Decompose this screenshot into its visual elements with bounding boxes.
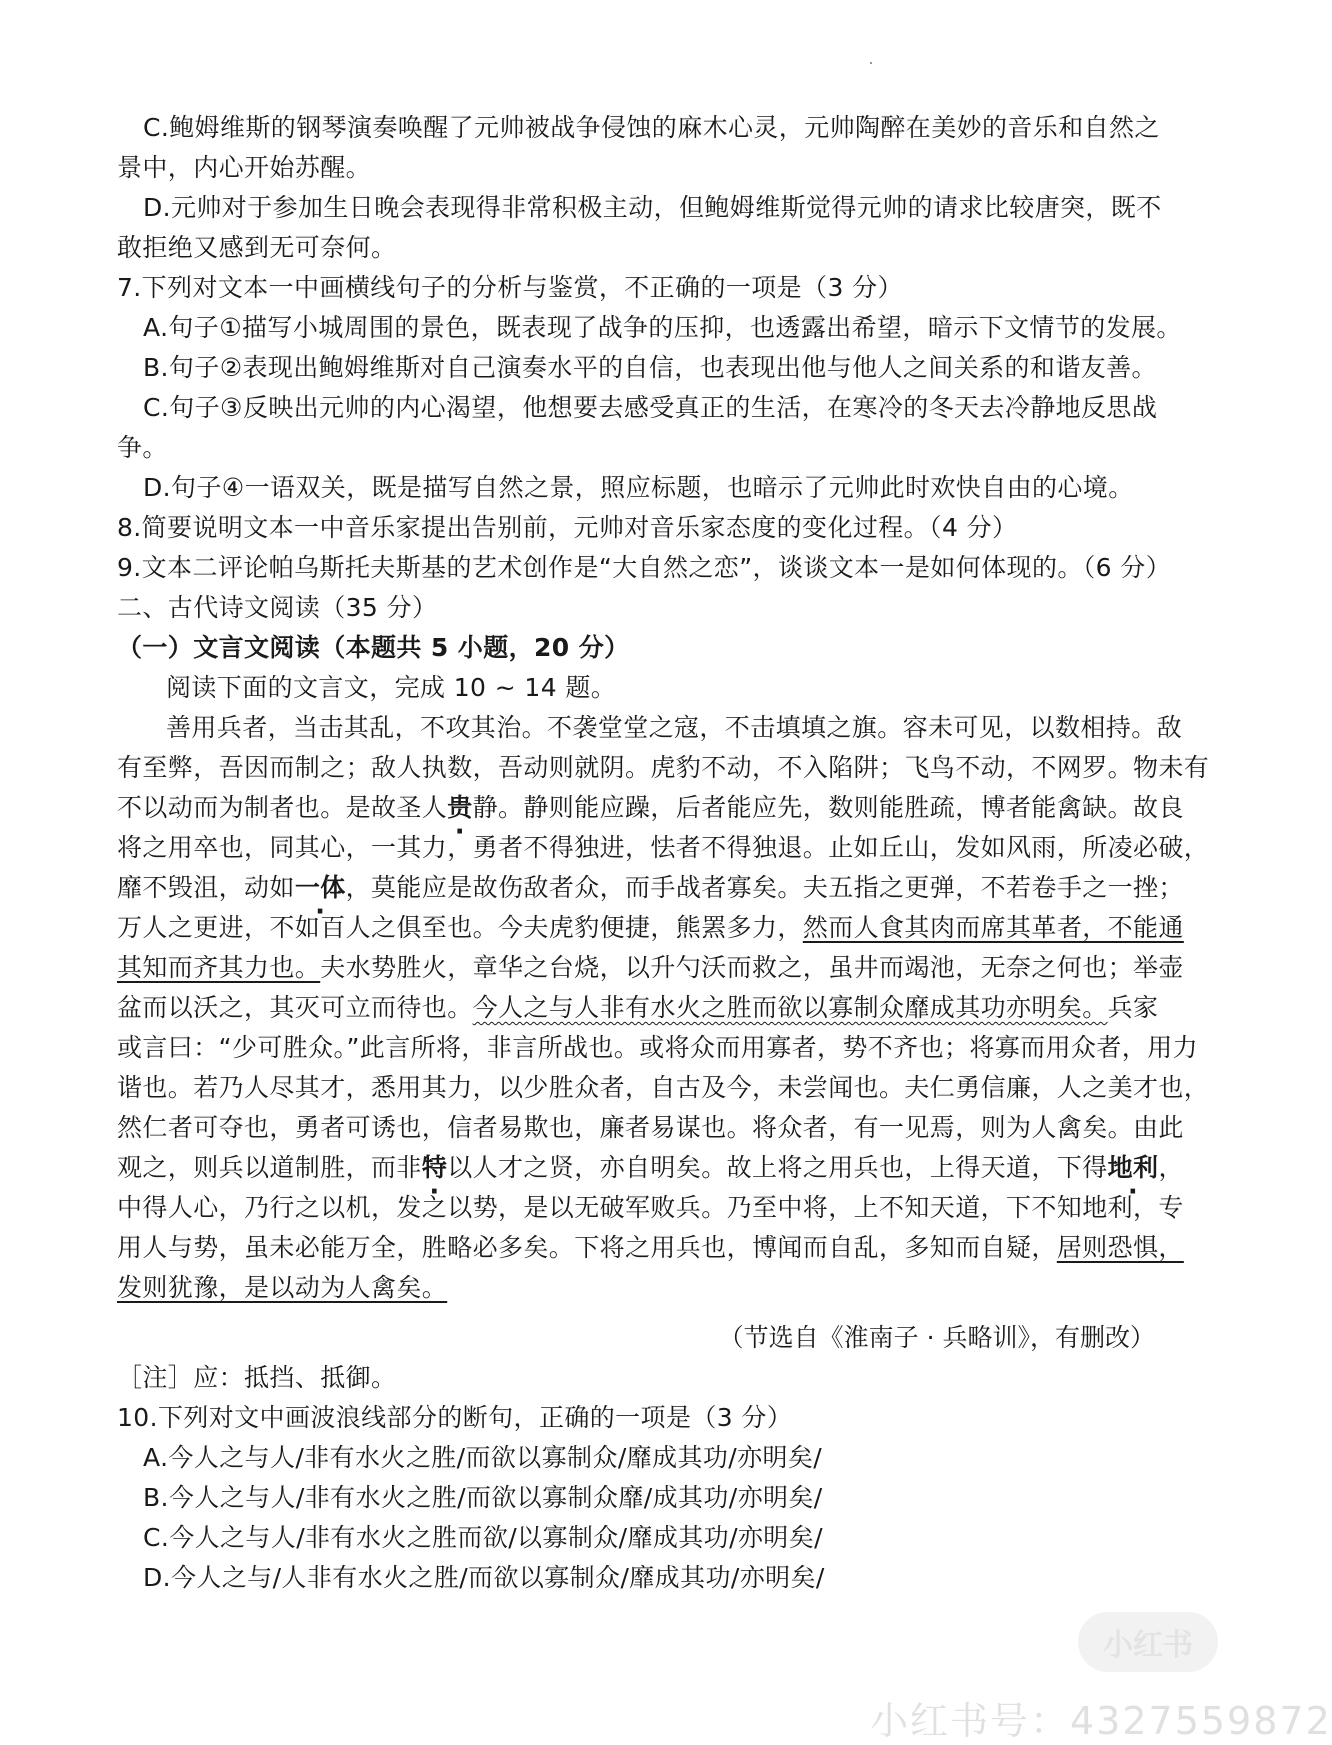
passage-line: 然仁者可夺也，勇者可诱也，信者易欺也，廉者易谋也。将众者，有一见焉，则为人禽矣。由此	[117, 1113, 1184, 1142]
passage-line: 中得人心，乃行之以机，发之以势，是以无破军败兵。乃至中将，上不知天道，下不知地利，专	[117, 1193, 1184, 1222]
passage-text: 盆而以沃之，其灭可立而待也。	[117, 993, 473, 1022]
passage-text: 以人才之贤，亦自明矣。故上将之用兵也，上得天道，下得	[447, 1153, 1108, 1182]
question-9: 9.文本二评论帕乌斯托夫斯基的艺术创作是“大自然之恋”，谈谈文本一是如何体现的。（6 分）	[117, 553, 1172, 582]
passage-line: 将之用卒也，同其心，一其力，勇者不得独进，怯者不得独退。止如丘山，发如风雨，所凌必破，	[117, 833, 1210, 862]
passage-text: 观之，则兵以道制胜，而非	[117, 1153, 422, 1182]
dotted-word: 特	[421, 1153, 448, 1182]
passage-text: 万人之更进，不如百人之俱至也。今夫虎豹便捷，熊罴多力，	[117, 913, 803, 942]
watermark-logo: 小红书	[1078, 1612, 1218, 1672]
subsection-heading: （一）文言文阅读（本题共 5 小题，20 分）	[117, 633, 630, 662]
passage-line: 或言曰：“少可胜众。”此言所将，非言所战也。或将众而用寡者，势不齐也；将寡而用众者，用力	[117, 1033, 1199, 1062]
passage-text: 用人与势，虽未必能万全，胜略必多矣。下将之用兵也，博闻而自乱，多知而自疑，	[117, 1233, 1057, 1262]
q7-option-c-line1: C.句子③反映出元帅的内心渴望，他想要去感受真正的生活，在寒冷的冬天去冷静地反思战	[143, 393, 1158, 422]
passage-line: 善用兵者，当击其乱，不攻其治。不袭堂堂之寇，不击填填之旗。容未可见，以数相持。敌	[166, 713, 1183, 742]
question-7: 7.下列对文本一中画横线句子的分析与鉴赏，不正确的一项是（3 分）	[117, 273, 903, 302]
passage-line	[117, 1273, 1167, 1303]
passage-text: 靡不毁沮，动如	[117, 873, 295, 902]
scan-speck	[870, 62, 872, 64]
passage-line	[117, 953, 1184, 983]
watermark-id: 小红书号：4327559872	[870, 1699, 1332, 1743]
passage-text: ，莫能应是故伤敌者众，而手战者寡矣。夫五指之更弹，不若卷手之一挫；	[345, 873, 1184, 902]
wavy-underlined-sentence: 今人之与人非有水火之胜而欲以寡制众靡成其功亦明矣。	[472, 993, 1108, 1022]
passage-line	[117, 1233, 1184, 1263]
q10-option-a: A.今人之与人/非有水火之胜/而欲以寡制众/靡成其功/亦明矣/	[143, 1443, 823, 1472]
question-10: 10.下列对文中画波浪线部分的断句，正确的一项是（3 分）	[117, 1403, 793, 1432]
question-8: 8.简要说明文本一中音乐家提出告别前，元帅对音乐家态度的变化过程。（4 分）	[117, 513, 1018, 542]
q10-option-c: C.今人之与人/非有水火之胜而欲/以寡制众/靡成其功/亦明矣/	[143, 1523, 823, 1552]
q7-option-a: A.句子①描写小城周围的景色，既表现了战争的压抑，也透露出希望，暗示下文情节的发展。	[143, 313, 1182, 342]
q10-option-b: B.今人之与人/非有水火之胜/而欲以寡制众靡/成其功/亦明矣/	[143, 1483, 823, 1512]
passage-line	[117, 793, 1184, 823]
q6-option-c-line2: 景中，内心开始苏醒。	[117, 153, 372, 182]
passage-line	[117, 873, 1184, 903]
passage-source: （节选自《淮南子 · 兵略训》，有删改）	[718, 1323, 1155, 1352]
underlined-sentence: 然而人食其肉而席其革者，不能通	[802, 913, 1184, 942]
passage-text: 静。静则能应躁，后者能应先，数则能胜疏，博者能禽缺。故良	[472, 793, 1184, 822]
reading-instruction: 阅读下面的文言文，完成 10 ~ 14 题。	[166, 673, 617, 702]
dotted-word: 贵	[447, 793, 473, 822]
passage-line	[117, 993, 1167, 1023]
q6-option-c-line1: C.鲍姆维斯的钢琴演奏唤醒了元帅被战争侵蚀的麻木心灵，元帅陶醉在美妙的音乐和自然之	[143, 113, 1160, 142]
dotted-word: 一体	[294, 873, 346, 902]
passage-text: ，	[1158, 1153, 1184, 1182]
q7-option-b: B.句子②表现出鲍姆维斯对自己演奏水平的自信，也表现出他与他人之间关系的和谐友善。	[143, 353, 1157, 382]
dotted-word: 地利	[1107, 1153, 1159, 1182]
passage-text: 兵家	[1107, 993, 1159, 1022]
q6-option-d-line1: D.元帅对于参加生日晚会表现得非常积极主动，但鲍姆维斯觉得元帅的请求比较唐突，既不	[143, 193, 1162, 222]
q7-option-c-line2: 争。	[117, 433, 168, 462]
underlined-sentence: 其知而齐其力也。	[117, 953, 321, 982]
passage-line: 有至弊，吾因而制之；敌人执数，吾动则就阴。虎豹不动，不入陷阱；飞鸟不动，不网罗。物未有	[117, 753, 1210, 782]
underlined-sentence: 居则恐惧，	[1056, 1233, 1184, 1262]
q7-option-d: D.句子④一语双关，既是描写自然之景，照应标题，也暗示了元帅此时欢快自由的心境。	[143, 473, 1134, 502]
passage-text: 夫水势胜火，章华之台烧，以升勺沃而救之，虽井而竭池，无奈之何也；举壶	[320, 953, 1184, 982]
passage-text: 不以动而为制者也。是故圣人	[117, 793, 448, 822]
underlined-sentence: 发则犹豫，是以动为人禽矣。	[117, 1273, 448, 1302]
q6-option-d-line2: 敢拒绝又感到无可奈何。	[117, 233, 397, 262]
passage-line	[117, 1153, 1184, 1183]
passage-line: 谐也。若乃人尽其才，悉用其力，以少胜众者，自古及今，未尝闻也。夫仁勇信廉，人之美才也，	[117, 1073, 1210, 1102]
q10-option-d: D.今人之与/人非有水火之胜/而欲以寡制众/靡成其功/亦明矣/	[143, 1563, 825, 1592]
passage-line	[117, 913, 1184, 943]
section-heading: 二、古代诗文阅读（35 分）	[117, 593, 438, 622]
annotation-note: ［注］应：抵挡、抵御。	[117, 1363, 397, 1392]
